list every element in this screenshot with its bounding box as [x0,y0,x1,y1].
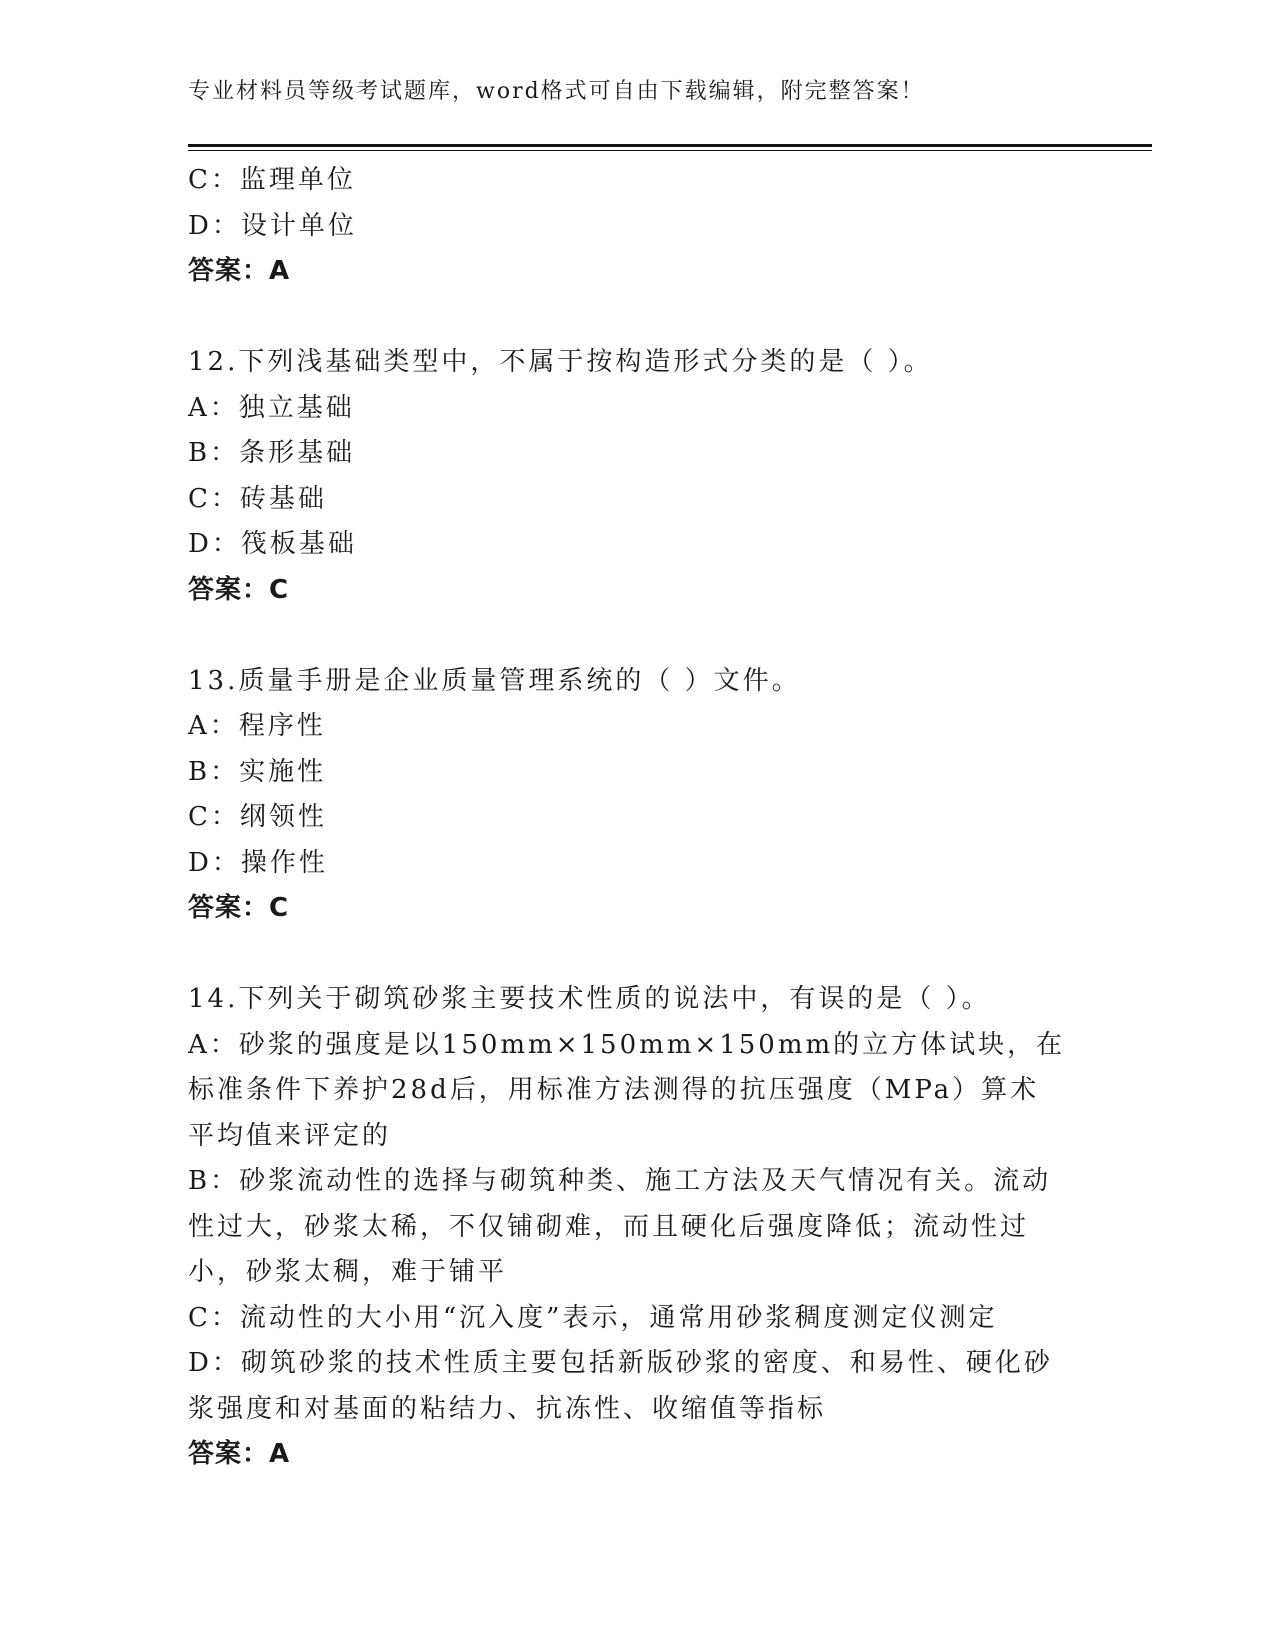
spacer [188,932,1068,978]
option-d: D：设计单位 [188,210,357,241]
answer: 答案：A [188,1439,291,1469]
option-a: A：砂浆的强度是以150mm×150mm×150mm的立方体试块，在标准条件下养护28d后，用标准方法测得的抗压强度（MPa）算术平均值来评定的 [188,1029,1066,1151]
answer: 答案：C [188,893,290,923]
page-header: 专业材料员等级考试题库，word格式可自由下载编辑，附完整答案！ [188,79,925,104]
option-b: B：砂浆流动性的选择与砌筑种类、施工方法及天气情况有关。流动性过大，砂浆太稀，不仅铺砌难，而且硬化后强度降低；流动性过小，砂浆太稠，难于铺平 [188,1166,1052,1287]
option-c: C：砖基础 [188,483,327,514]
option-d: D：砌筑砂浆的技术性质主要包括新版砂浆的密度、和易性、硬化砂浆强度和对基面的粘结力、抗冻性、收缩值等指标 [188,1348,1053,1424]
question-content [188,158,1068,1478]
option-c: C：流动性的大小用“沉入度”表示，通常用砂浆稠度测定仪测定 [188,1302,998,1333]
answer: 答案：C [188,574,290,605]
question-stem: 12.下列浅基础类型中，不属于按构造形式分类的是（ ）。 [188,347,933,377]
header-rule [188,144,1152,147]
spacer [188,295,1068,341]
option-b: B：条形基础 [188,438,356,468]
question-stem: 14.下列关于砌筑砂浆主要技术性质的说法中，有误的是（ ）。 [188,984,991,1014]
option-a: A：程序性 [188,711,326,741]
option-c: C：纲领性 [188,802,327,832]
spacer [188,613,1068,659]
option-b: B：实施性 [188,756,327,787]
option-c: C：监理单位 [188,165,356,195]
header-rule-thin [188,150,1152,151]
answer: 答案：A [188,256,291,286]
option-d: D：操作性 [188,847,328,878]
question-stem: 13.质量手册是企业质量管理系统的（ ）文件。 [188,665,801,696]
option-d: D：筏板基础 [188,529,357,559]
option-a: A：独立基础 [188,392,355,423]
